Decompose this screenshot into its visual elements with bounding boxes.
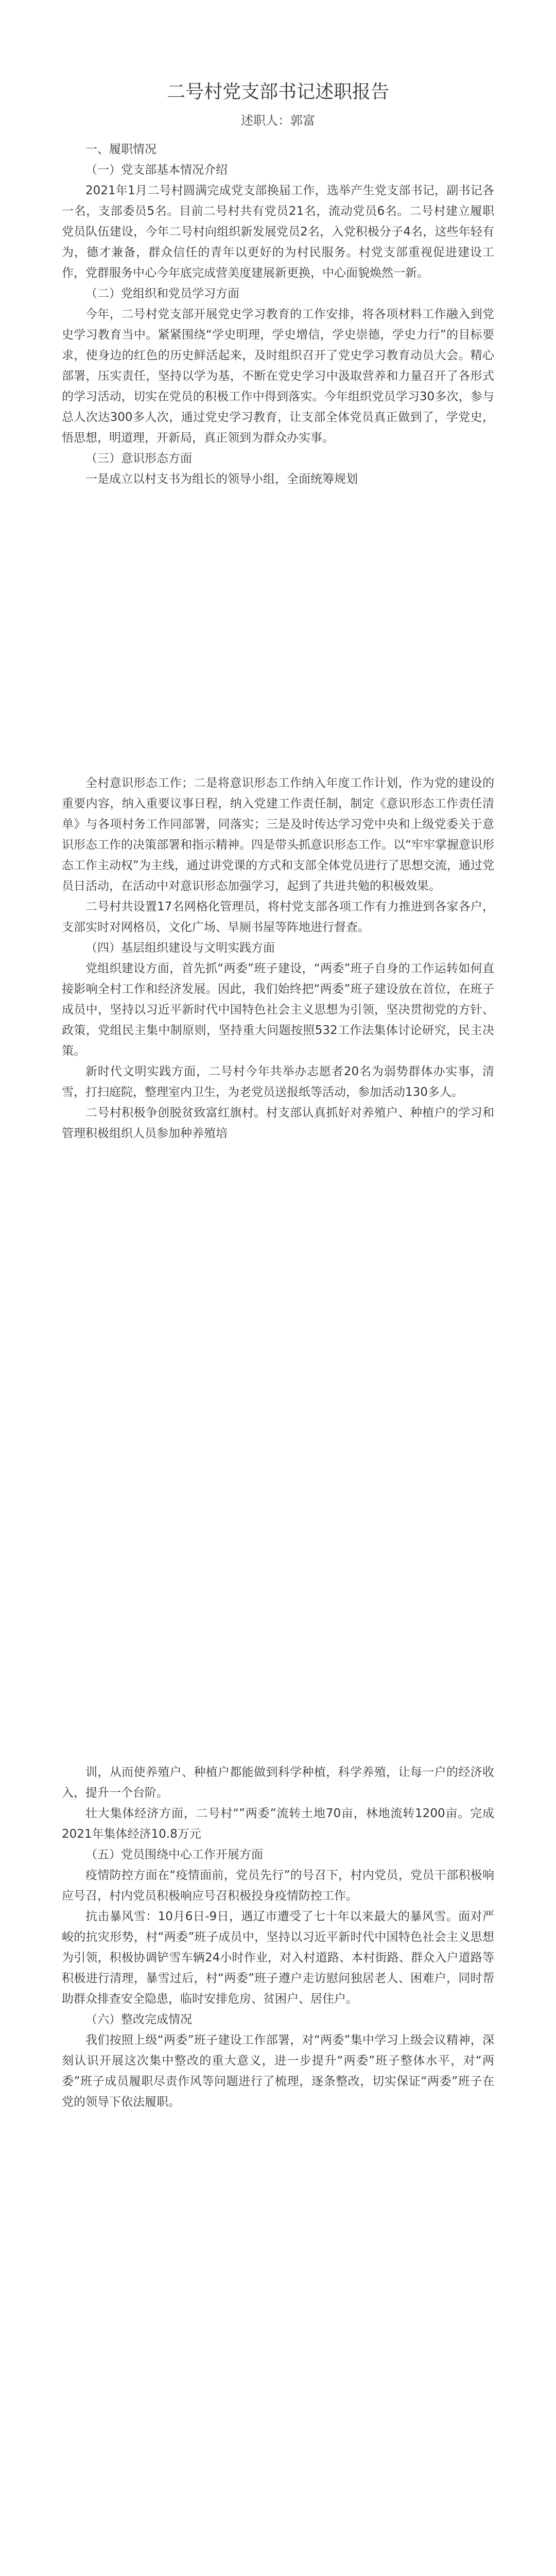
paragraph: 2021年1月二号村圆满完成党支部换届工作，选举产生党支部书记，副书记各一名，支部委员5名。目前二号村共有党员21名，流动党员6名。二号村建立履职党员队伍建设，今年二号村向组织新发展党员2名，入党积极分子4名，这些年轻有为，德才兼备，群众信任的青年以更好的为村民服务。村党支部重视促进建设工作，党群服务中心今年底完成营美度建展新更换，中心面貌焕然一新。 xyxy=(62,184,494,280)
section-heading: 一、履职情况 xyxy=(85,143,157,156)
subsection-heading: （二）党组织和党员学习方面 xyxy=(85,287,239,300)
subsection-heading: （六）整改完成情况 xyxy=(85,2013,192,2026)
section-ideology-block xyxy=(62,773,494,1144)
paragraph: 我们按照上级“两委”班子建设工作部署，对“两委”集中学习上级会议精神，深刻认识开展这次集中整改的重大意义，进一步提升“两委”班子整体水平，对“两委”班子成员履职尽责作风等问题进行了梳理，逐条整改，切实保证“两委”班子在党的领导下依法履职。 xyxy=(62,2033,494,2109)
paragraph: 一是成立以村支书为组长的领导小组，全面统筹规划 xyxy=(85,472,358,486)
paragraph: 新时代文明实践方面，二号村今年共举办志愿者20名为弱势群体办实事，清雪，打扫庭院，整理室内卫生，为老党员送报纸等活动，参加活动130多人。 xyxy=(62,1065,494,1099)
subsection-heading: （五）党员围绕中心工作开展方面 xyxy=(85,1848,263,1861)
section-work-block xyxy=(62,1762,494,2112)
paragraph: 二号村共设置17名网格化管理员，将村党支部各项工作有力推进到各家各户，支部实时对网格员，文化广场、旱厕书屋等阵地进行督查。 xyxy=(62,900,494,934)
paragraph: 抗击暴风雪：10月6日-9日，遇辽市遭受了七十年以来最大的暴风雪。面对严峻的抗灾形势，村“两委”班子成员中，坚持以习近平新时代中国特色社会主义思想为引领，积极协调铲雪车辆24小时作业，对入村道路、本村街路、群众入户道路等积极进行清理，暴雪过后，村“两委”班子遵户走访慰问独居老人、困难户，同时帮助群众排查安全隐患，临时安排危房、贫困户、居住户。 xyxy=(62,1910,494,2006)
section-duty-block xyxy=(62,139,494,489)
paragraph: 壮大集体经济方面，二号村“”两委”流转土地70亩，林地流转1200亩。完成2021年集体经济10.8万元 xyxy=(62,1807,494,1841)
subsection-heading: （四）基层组织建设与文明实践方面 xyxy=(85,941,275,955)
paragraph: 全村意识形态工作；二是将意识形态工作纳入年度工作计划，作为党的建设的重要内容，纳入重要议事日程，纳入党建工作责任制，制定《意识形态工作责任清单》与各项村务工作同部署，同落实；三是及时传达学习党中央和上级党委关于意识形态工作的决策部署和指示精神。四是带头抓意识形态工作。以“牢牢掌握意识形态工作主动权”为主线，通过讲党课的方式和支部全体党员进行了思想交流，通过党员日活动，在活动中对意识形态加强学习，起到了共进共勉的积极效果。 xyxy=(62,776,494,893)
report-title: 二号村党支部书记述职报告 xyxy=(166,81,389,103)
paragraph: 今年，二号村党支部开展党史学习教育的工作安排，将各项材料工作融入到党史学习教育当中。紧紧围绕“学史明理，学史增信，学史崇德，学史力行”的目标要求，使身边的红色的历史鲜活起来，及时组织召开了党史学习教育动员大会。精心部署，压实责任，坚持以学为基，不断在党史学习中汲取营养和力量召开了各形式的学习活动，切实在党员的积极工作中得到落实。今年组织党员学习30多次，参与总人次达300多人次，通过党史学习教育，让支部全体党员真正做到了，学党史，悟思想，明道理，开新局，真正领到为群众办实事。 xyxy=(62,308,494,445)
paragraph: 训，从而使养殖户、种植户都能做到科学种植，科学养殖，让每一户的经济收入，提升一个台阶。 xyxy=(62,1766,494,1800)
report-speaker: 述职人：郭富 xyxy=(241,113,315,128)
paragraph: 二号村积极争创脱贫致富红旗村。村支部认真抓好对养殖户、种植户的学习和管理积极组织人员参加种养殖培 xyxy=(62,1106,494,1140)
paragraph: 党组织建设方面，首先抓“两委”班子建设，“两委”班子自身的工作运转如何直接影响全村工作和经济发展。因此，我们始终把“两委”班子建设放在首位，在班子成员中，坚持以习近平新时代中国特色社会主义思想为引领，坚决贯彻党的方针、政策，党组民主集中制原则，坚持重大问题按照532工作法集体讨论研究，民主决策。 xyxy=(62,962,494,1058)
subsection-heading: （一）党支部基本情况介绍 xyxy=(85,163,228,177)
paragraph: 疫情防控方面在“疫情面前，党员先行”的号召下，村内党员，党员干部积极响应号召，村内党员积极响应号召积极投身疫情防控工作。 xyxy=(62,1869,494,1903)
subsection-heading: （三）意识形态方面 xyxy=(85,452,192,465)
